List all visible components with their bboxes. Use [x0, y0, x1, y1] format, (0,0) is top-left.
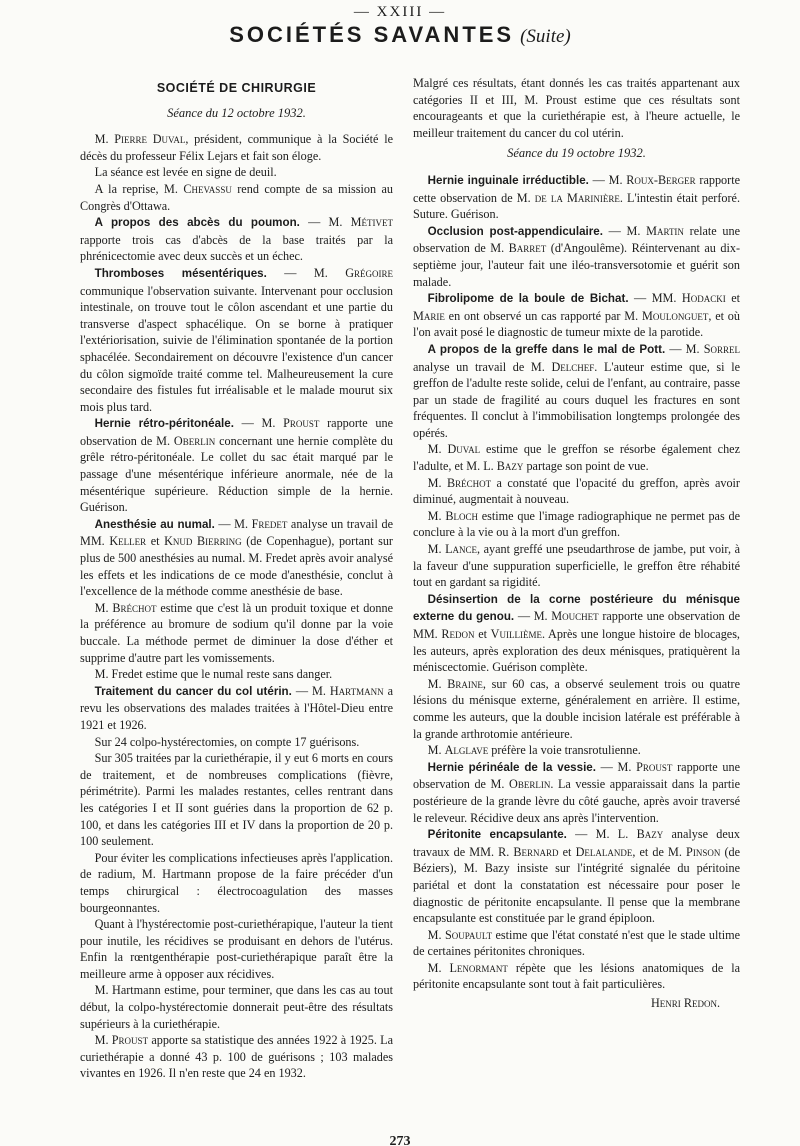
- page-number: — XXIII —: [353, 4, 447, 20]
- text: rapporte une observation de MM.: [413, 609, 740, 641]
- paragraph: [413, 475, 740, 508]
- person-name: Barret: [508, 241, 547, 256]
- rubric: Hernie rétro-péritonéale.: [94, 417, 234, 431]
- left-column: [80, 78, 393, 1082]
- text: concernant une hernie complète du grêle rétro-péritonéale. Le collet du sac était marqué par le passage d'une mésentérique inférieure anormale, née de la mésentérique supérieure. Réduction simple de la hernie. Guérison.: [80, 433, 393, 515]
- text: — M.: [514, 609, 552, 624]
- text: — MM.: [628, 291, 682, 306]
- paragraph: [413, 927, 740, 960]
- text: — M.: [588, 172, 627, 187]
- person-name: Lenormant: [449, 960, 508, 975]
- paragraph: [80, 1032, 393, 1082]
- text: M.: [427, 475, 447, 490]
- page-title: [0, 22, 800, 48]
- person-name: Delalande: [575, 844, 633, 859]
- rubric: Hernie inguinale irréductible.: [427, 173, 589, 187]
- paragraph: [413, 676, 740, 742]
- text: . L'intestin était perforé. Suture. Guérison.: [413, 190, 741, 222]
- text: , et de M.: [632, 844, 687, 859]
- paragraph: Malgré ces résultats, étant donnés les cas traités appartenant aux catégories II et III, M. Proust estime que ces résultats sont encourageants et que la curiethérapie est, à l'heure actuelle, le meilleur traitement du cancer du col utérin.: [413, 76, 740, 140]
- text: — M.: [233, 416, 284, 431]
- text: M.: [94, 1033, 112, 1048]
- text: — M.: [566, 827, 618, 842]
- text: et: [725, 291, 740, 306]
- text: (de Béziers), M. Bazy insiste sur l'intégrité signalée du péritoine pariétal et dont la constatation est nécessaire pour poser le diagnostic de péritonite encapsulante. Il pense que la membrane encapsulante est constituée par le grand épiploon.: [413, 844, 741, 926]
- page-folio: 273: [389, 1134, 411, 1146]
- page-title-suite: (Suite): [520, 26, 571, 47]
- paragraph: [80, 415, 393, 516]
- person-name: Lance: [445, 542, 478, 557]
- text: et: [558, 844, 576, 859]
- rubric: Désinsertion de la corne postérieure du ménisque externe du genou.: [413, 592, 740, 624]
- person-name: Duval: [447, 442, 481, 457]
- page-title-text: SOCIÉTÉS SAVANTES: [229, 22, 515, 47]
- person-name: M. Pierre Duval: [94, 132, 186, 147]
- person-name: Martin: [646, 223, 684, 238]
- person-name: Roux-Berger: [626, 172, 696, 187]
- person-name: Keller: [109, 534, 147, 549]
- text: communique l'observation suivante. Intervenant pour occlusion intestinale, on trouve tout le côlon ascendant et une partie du transverse d'aspect sphacélique. On se borne à pratiquer l'extériorisation, suivie de l'élimination spontanée de la portion sphacélée. Secondairement on découvre l'existence d'un cancer du côlon sigmoïde traité comme tel. Malheureusement la cure secondaire des fistules fut irréalisable et le malade mourut six mois plus tard.: [80, 283, 393, 414]
- person-name: L. Bazy: [483, 459, 524, 474]
- paragraph: Quant à l'hystérectomie post-curiethérapique, l'auteur la tient pour inutile, les récidives se produisant en dehors de l'utérus. Enfin la rœntgenthérapie post-curiethérapique paraît être la meilleure arme à opposer aux récidives.: [80, 917, 393, 981]
- person-name: Oberlin: [173, 433, 216, 448]
- text: et: [146, 534, 165, 549]
- text: — M.: [291, 683, 330, 698]
- paragraph: [80, 131, 393, 164]
- person-name: Grégoire: [345, 265, 393, 280]
- rubric: A propos de la greffe dans le mal de Pott.: [427, 342, 666, 356]
- text: partage son point de vue.: [523, 459, 649, 474]
- rubric: Traitement du cancer du col utérin.: [94, 684, 292, 698]
- text: et: [474, 627, 491, 641]
- rubric: Anesthésie au numal.: [94, 517, 215, 531]
- paragraph: [80, 600, 393, 666]
- text: M.: [427, 743, 445, 758]
- person-name: Oberlin: [509, 777, 551, 792]
- text: , et où l'on avait posé le diagnostic de tumeur mixte de la parotide.: [413, 308, 740, 340]
- text: a constaté que l'opacité du greffon, après avoir diminué, augmentait à nouveau.: [413, 475, 740, 507]
- person-name: Knud Bierring: [164, 534, 242, 549]
- person-name: Redon: [441, 627, 475, 641]
- text: rend compte de sa mission au Congrès d'Ottawa.: [80, 181, 393, 213]
- paragraph: [413, 960, 740, 993]
- text: en ont observé un cas rapporté par M.: [444, 308, 642, 323]
- text: A la reprise, M.: [94, 181, 184, 196]
- paragraph: [413, 172, 740, 223]
- paragraph: Sur 24 colpo-hystérectomies, on compte 17 guérisons.: [94, 734, 360, 749]
- text: — M.: [266, 265, 346, 280]
- text: — M.: [602, 223, 647, 238]
- paragraph: [413, 591, 740, 676]
- session-date: Séance du 12 octobre 1932.: [167, 105, 306, 120]
- text: analyse deux travaux de MM.: [413, 827, 740, 859]
- paragraph: [413, 759, 740, 826]
- text: M.: [427, 927, 445, 942]
- person-name: Mouchet: [551, 609, 599, 624]
- paragraph: [413, 341, 740, 442]
- text: M.: [427, 508, 446, 523]
- text: estime que l'image radiographique ne permet pas de conclure à la vie ou à la mort d'un greffon.: [413, 508, 740, 540]
- session-date: Séance du 19 octobre 1932.: [507, 146, 646, 161]
- rubric: Hernie périnéale de la vessie.: [427, 760, 596, 774]
- person-name: Métivet: [350, 215, 393, 230]
- paragraph: [413, 223, 740, 290]
- text: — M.: [595, 759, 637, 774]
- person-name: Proust: [283, 416, 320, 431]
- person-name: Hartmann: [329, 683, 384, 698]
- text: estime que le greffon se résorbe également chez l'adulte, et M.: [413, 442, 740, 474]
- person-name: L. Bazy: [617, 827, 664, 842]
- rubric: Occlusion post-appendiculaire.: [427, 224, 603, 238]
- text: , sur 60 cas, a observé seulement trois ou quatre lésions du ménisque externe, généralement en arrière. Il estime, comme les auteurs, que la double incision latérale est préférable à la grande arthrotomie antérieure.: [413, 676, 740, 741]
- person-name: Proust: [111, 1033, 149, 1048]
- text: — M.: [214, 516, 252, 531]
- rubric: Thromboses mésentériques.: [94, 266, 267, 280]
- right-column: [413, 75, 740, 1012]
- text: . La vessie apparaissait dans la partie postérieure de la grande lèvre du côté gauche, après avoir traversé le releveur. Récidive deux ans après l'intervention.: [413, 777, 740, 825]
- text: rapporte une observation de M.: [413, 759, 741, 792]
- person-name: Alglave: [444, 743, 489, 758]
- text: . L'auteur estime que, si le greffon de l'adulte reste solide, celui de l'enfant, au contraire, passe par un stade de fragilité au cours duquel les fractures en sont fréquentes. Il conclut à l'immobilisation longtemps prolongée des opérés.: [413, 359, 740, 440]
- text: M.: [427, 442, 448, 457]
- text: estime que l'état constaté n'est que le stade ultime de certaines péritonites chroniques.: [413, 927, 740, 959]
- paragraph: [413, 826, 740, 927]
- paragraph: [80, 683, 393, 734]
- text: rapporte trois cas d'abcès de la base traités par la phrénicectomie avec deux succès et un échec.: [80, 232, 393, 264]
- rubric: Fibrolipome de la boule de Bichat.: [427, 292, 629, 306]
- person-name: Marie: [413, 308, 445, 323]
- person-name: Fredet: [251, 516, 288, 531]
- person-name: Bréchot: [446, 475, 492, 490]
- text: apporte sa statistique des années 1922 à 1925. La curiethérapie a donné 43 p. 100 de guérisons ; 103 malades vivantes en 1926. Il n'en reste que 24 en 1932.: [80, 1033, 393, 1081]
- text: (de Copenhague), portant sur plus de 500 anesthésies au numal. M. Fredet après avoir analysé les effets et les indications de ce mode d'anesthésie, conclut à l'excellence de la méthode comme anesthésie de base.: [80, 534, 393, 599]
- paragraph: La séance est levée en signe de deuil.: [94, 165, 277, 180]
- paragraph: [413, 508, 740, 541]
- text: analyse un travail de M.: [413, 359, 552, 374]
- text: analyse un travail de MM.: [80, 516, 393, 549]
- paragraph: [413, 541, 740, 591]
- paragraph: [80, 265, 393, 415]
- paragraph: [413, 742, 740, 759]
- person-name: R. Bernard: [498, 844, 559, 859]
- author-signature: Henri Redon.: [650, 996, 720, 1011]
- text: relate une observation de M.: [413, 223, 741, 256]
- text: , président, communique à la Société le décès du professeur Félix Lejars et fait son éloge.: [80, 132, 393, 163]
- paragraph: [80, 516, 393, 600]
- text: a revu les observations des malades traitées à l'Hôtel-Dieu entre 1921 et 1926.: [80, 683, 393, 732]
- text: , ayant greffé une pseudarthrose de jambe, put voir, à la faveur d'une suppuration superficielle, le greffon être réhabité tout en gardant sa rigidité.: [413, 542, 741, 590]
- text: M.: [427, 676, 448, 691]
- text: répète que les lésions anatomiques de la péritonite encapsulante sont tout à fait particulières.: [413, 960, 740, 992]
- rubric: A propos des abcès du poumon.: [94, 216, 300, 230]
- paragraph: [413, 441, 740, 474]
- person-name: Pinson: [686, 844, 721, 859]
- text: — M.: [665, 341, 704, 356]
- text: rapporte une observation de M.: [80, 416, 394, 448]
- section-title: SOCIÉTÉ DE CHIRURGIE: [156, 81, 317, 95]
- person-name: Vuillième: [490, 627, 542, 641]
- text: — M.: [299, 215, 351, 230]
- paragraph: [413, 290, 740, 341]
- person-name: de la Marinière: [534, 190, 620, 205]
- text: M.: [427, 542, 446, 557]
- person-name: Hodacki: [681, 291, 726, 306]
- text: rapporte cette observation de M.: [413, 172, 740, 205]
- text: . Après une longue histoire de blocages, les auteurs, après exploration des deux ménisques, pratiquèrent la méniscectomie. Guérison complète.: [413, 627, 740, 675]
- person-name: Braine: [447, 676, 483, 691]
- paragraph: [80, 214, 393, 265]
- person-name: Chevassu: [183, 181, 232, 196]
- text: préfère la voie transrotulienne.: [488, 743, 641, 758]
- person-name: Proust: [636, 759, 673, 774]
- text: estime que c'est là un produit toxique et donne la préférence au bromure de sodium qu'il donne par la voie buccale. La méthode permet de diminuer la dose d'éther et supprime d'autre part les vomissements.: [80, 600, 393, 665]
- paragraph: [80, 181, 393, 214]
- paragraph: M. Fredet estime que le numal reste sans danger.: [94, 667, 333, 682]
- person-name: Moulonguet: [642, 308, 709, 323]
- paragraph: M. Hartmann estime, pour terminer, que dans les cas au tout début, la colpo-hystérectomie donnerait peut-être des résultats supérieurs à la curiethérapie.: [80, 983, 393, 1031]
- person-name: Delchef: [551, 359, 595, 374]
- text: (d'Angoulême). Réintervenant au dix-septième jour, l'auteur fait une iléo-transversotomie et guérit son malade.: [413, 241, 741, 289]
- person-name: Sorrel: [703, 341, 740, 356]
- rubric: Péritonite encapsulante.: [427, 828, 567, 842]
- paragraph: Sur 305 traitées par la curiethérapie, il y eut 6 morts en cours de traitement, et de nombreuses complications (fièvre, périmétrite). Parmi les malades restantes, celles rentrant dans les catégories I et II sont guéries dans la proportion de 62 p. 100, et dans les catégories III et IV dans la proportion de 20 p. 100 seulement.: [80, 751, 393, 849]
- text: M.: [427, 960, 450, 975]
- person-name: Bloch: [445, 508, 478, 523]
- text: M.: [94, 600, 113, 615]
- person-name: Soupault: [444, 927, 493, 942]
- paragraph: Pour éviter les complications infectieuses après l'application. de radium, M. Hartmann propose de la faire précéder d'un temps chirurgical : électrocoagulation des masses bourgeonnantes.: [80, 850, 393, 915]
- person-name: Bréchot: [112, 600, 157, 615]
